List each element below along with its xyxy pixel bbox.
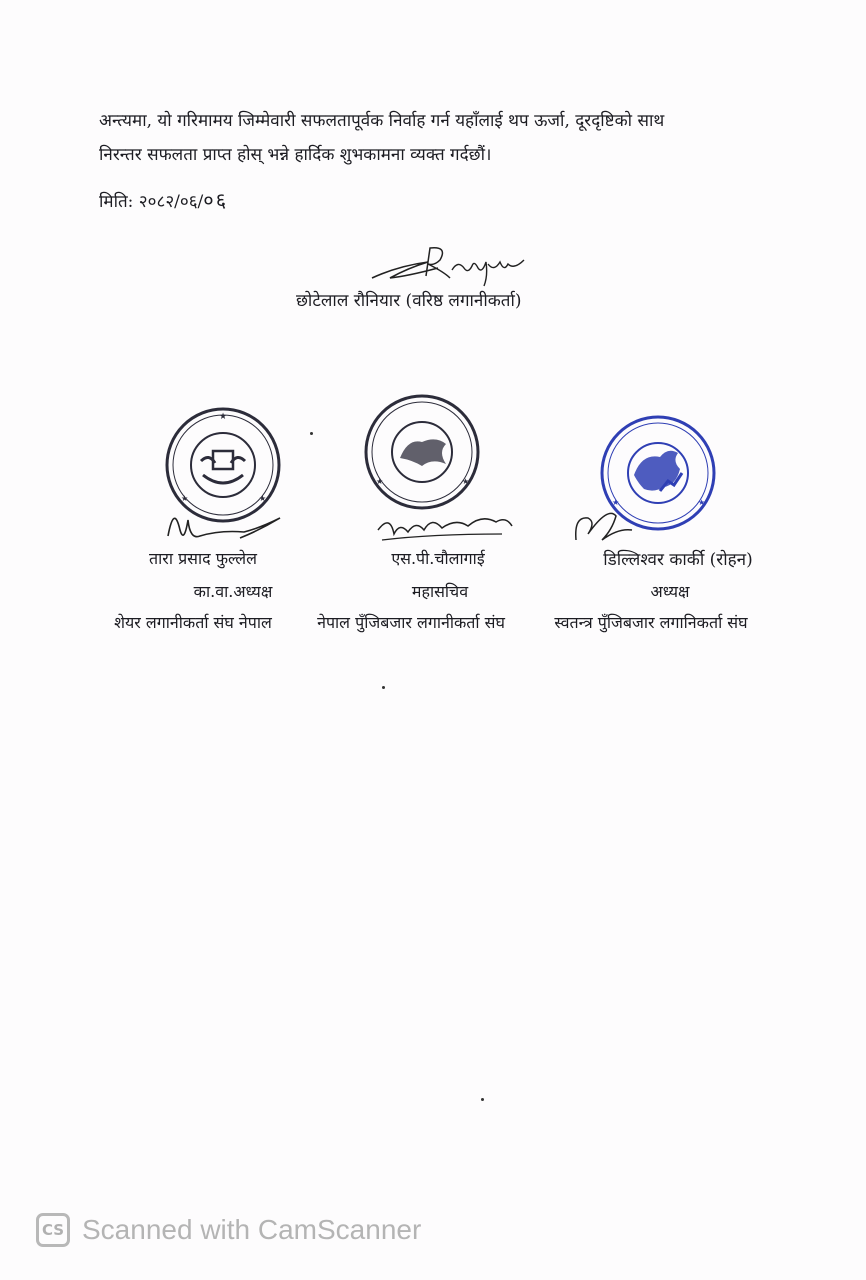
signatory-organization: शेयर लगानीकर्ता संघ नेपाल	[114, 613, 272, 632]
scan-speck	[310, 432, 313, 435]
svg-text:★: ★	[612, 498, 620, 507]
scan-speck	[382, 686, 385, 689]
letter-date	[99, 186, 228, 213]
scan-speck	[481, 1098, 484, 1101]
svg-text:★: ★	[698, 498, 706, 507]
seal-stamp	[362, 392, 482, 512]
signatory-organization: स्वतन्त्र पुँजिबजार लगानिकर्ता संघ	[554, 613, 748, 632]
signatory-organization: नेपाल पुँजिबजार लगानीकर्ता संघ	[317, 613, 505, 632]
signatory-post: महासचिव	[411, 582, 469, 601]
signatory-name: तारा प्रसाद फुल्लेल	[149, 549, 257, 568]
signature-tara-prasad	[160, 500, 310, 548]
camscanner-logo-icon: CS	[36, 1213, 70, 1247]
signature-sp-chaulagai	[372, 500, 522, 548]
svg-text:★: ★	[259, 494, 267, 503]
signatory-post: अध्यक्ष	[650, 582, 690, 601]
signature-dilliswar	[568, 500, 718, 548]
date-day-handwritten: ०६	[203, 188, 229, 212]
svg-text:★: ★	[376, 477, 384, 486]
svg-text:★: ★	[181, 494, 189, 503]
date-label: मिति: २०८२/०६/	[99, 192, 204, 212]
closing-line: अन्त्यमा, यो गरिमामय जिम्मेवारी सफलतापूर्वक निर्वाह गर्न यहाँलाई थप ऊर्जा, दूरदृष्टिको साथ	[99, 111, 665, 131]
signatory-name: डिल्लिश्वर कार्की (रोहन)	[603, 550, 753, 570]
signatory-name: एस.पी.चौलागाई	[391, 549, 485, 568]
svg-text:★: ★	[218, 412, 228, 422]
camscanner-watermark	[36, 1210, 421, 1250]
signatory-post: का.वा.अध्यक्ष	[193, 582, 273, 601]
svg-text:★: ★	[462, 477, 470, 486]
senior-investor-name: छोटेलाल रौनियार (वरिष्ठ लगानीकर्ता)	[296, 291, 522, 311]
closing-paragraph	[99, 104, 789, 172]
watermark-text: Scanned with CamScanner	[82, 1214, 422, 1245]
closing-line: निरन्तर सफलता प्राप्त होस् भन्ने हार्दिक शुभकामना व्यक्त गर्दछौं।	[99, 145, 492, 165]
senior-signature	[368, 238, 538, 290]
